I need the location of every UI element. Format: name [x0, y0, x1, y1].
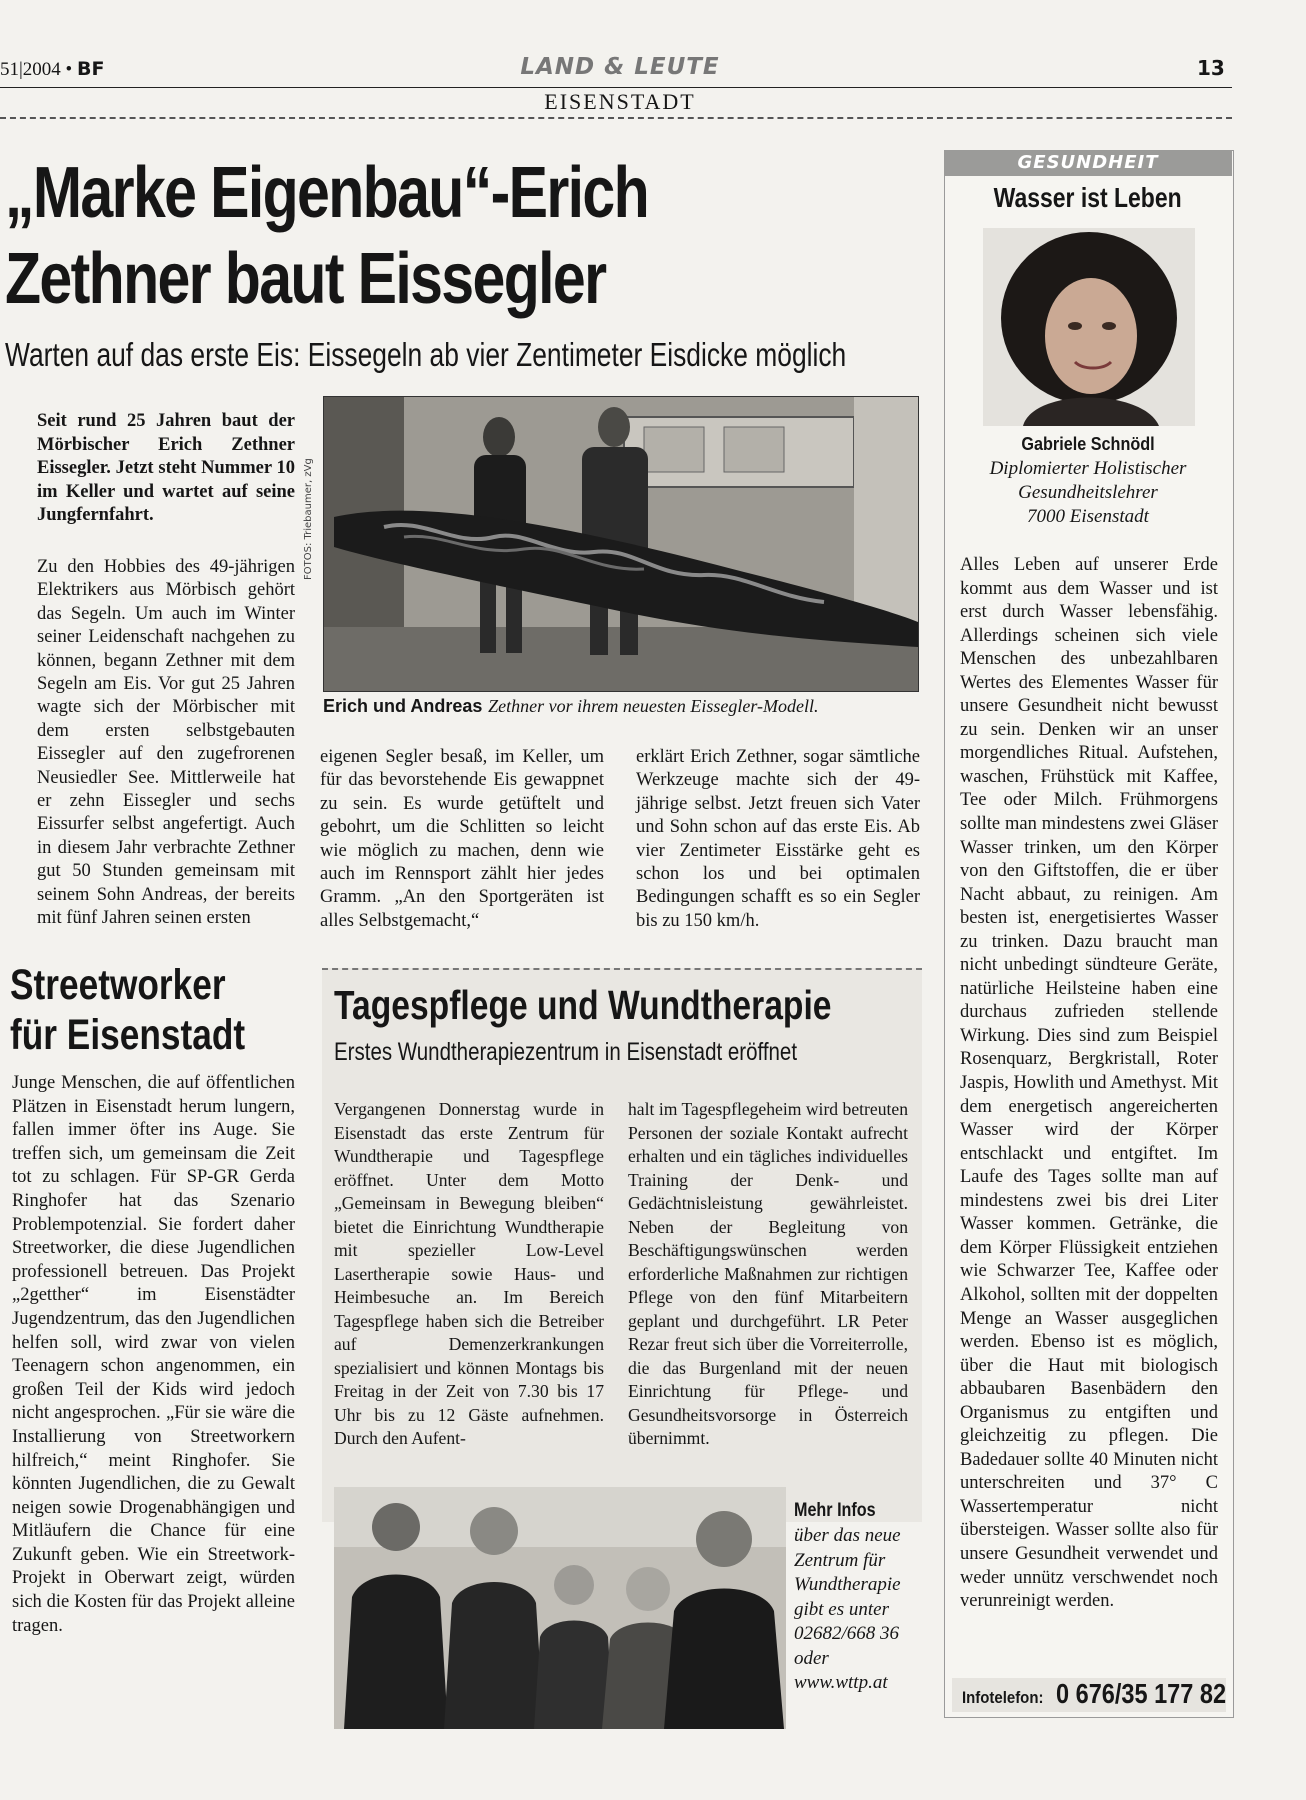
header-rule: [0, 87, 1232, 88]
section-title: LAND & LEUTE: [520, 54, 720, 80]
tagespflege-headline: Tagespflege und Wundtherapie: [334, 982, 832, 1028]
sidebar-title-text: Wasser ist Leben: [993, 182, 1182, 213]
main-subheadline: Warten auf das erste Eis: Eissegeln ab vier Zentimeter Eisdicke möglich: [5, 336, 847, 373]
photo-credit: FOTOS: Triebaumer, zVg: [303, 458, 314, 580]
header-dashed-rule: [0, 117, 1232, 119]
article-column-2: eigenen Segler besaß, im Keller, um für das bevorstehende Eis gewappnet zu sein. Es wurde getüftelt und gebohrt, um die Schlitten so leicht wie möglich zu machen, denn wie auch im Rennsport zählt hier jedes Gramm. „An den Sportgeräten ist alles Selbstgemacht,“: [320, 747, 604, 931]
sidebar-title: [944, 182, 1232, 214]
author-role-line-1: Diplomierter Holistischer: [989, 458, 1187, 479]
streetworker-text: Junge Menschen, die auf öffentlichen Plätzen in Eisenstadt herum lungern, fallen immer öfter ins Auge. Sie treffen sich, um gemeinsam die Zeit tot zu schlagen. Für SP-GR Gerda Ringhofer hat das Szenario Problempotenzial. Sie fordert daher Streetworker, die diese Jugendlichen professionell betreuen. Das Projekt „2getther“ im Eisenstädter Jugendzentrum, das den Jugendlichen helfen soll, wird zwar von vielen Teenagern schon angenommen, ein großen Teil der Kids wird jedoch nicht angesprochen. „Für sie wäre die Installierung von Streetworkern hilfreich,“ meint Ringhofer. Sie könnten Jugendlichen, die zu Gewalt neigen sowie Drogenabhängigen und Mitläufern die Chance für eine Zukunft geben. Wie ein Streetwork-Projekt in Oberwart zeigt, würden sich die Kosten für das Projekt alleine tragen.: [12, 1073, 295, 1636]
eissegler-photo-drawing: [324, 397, 918, 691]
issue-line: [0, 58, 104, 81]
more-info-text: über das neue Zentrum für Wundtherapie gibt es unter 02682/668 36 oder www.wttp.at: [794, 1525, 901, 1693]
eissegler-photo: [323, 396, 919, 692]
author-role-line-2: Gesundheitslehrer: [1018, 482, 1158, 503]
main-headline: „Marke Eigenbau“-Erich Zethner baut Eissegler: [5, 153, 649, 319]
article-column-3: erklärt Erich Zethner, sogar sämtliche Werkzeuge machte sich der 49-jährige selbst. Jetzt freuen sich Vater und Sohn schon auf das erste Eis. Ab vier Zentimeter Eisstärke geht es schon los und bei optimalen Bedingungen schafft es so ein Segler bis zu 150 km/h.: [636, 747, 920, 931]
info-phone-label: Infotelefon:: [962, 1688, 1044, 1707]
tagespflege-column-1: Vergangenen Donnerstag wurde in Eisenstadt das erste Zentrum für Wundtherapie und Tagespflege eröffnet. Unter dem Motto „Gemeinsam in Bewegung bleiben“ bietet die Einrichtung Wundtherapie mit spezieller Low-Level Lasertherapie sowie Haus- und Heimbesuche an. Im Bereich Tagespflege haben sich die Betreiber auf Demenzerkrankungen spezialisiert und können Montags bis Freitag in der Zeit von 7.30 bis 17 Uhr bis zu 12 Gäste aufnehmen. Durch den Aufent-: [334, 1099, 604, 1448]
info-phone-number: 0 676/35 177 82: [1056, 1678, 1227, 1709]
author-portrait: [983, 228, 1195, 426]
author-portrait-drawing: [983, 228, 1195, 426]
caption-names: Erich und Andreas: [323, 696, 483, 716]
page-number: 13: [1197, 56, 1225, 80]
author-name-text: Gabriele Schnödl: [1021, 434, 1155, 454]
article-column-1: Zu den Hobbies des 49-jährigen Elektrikers aus Mörbisch gehört das Segeln. Um auch im Winter seiner Leidenschaft nachgehen zu können, begann Zethner mit dem Segeln am Eis. Vor gut 25 Jahren wagte sich der Mörbischer mit dem ersten selbstgebauten Eissegler auf den zugefrorenen Neusiedler See. Mittlerweile hat er zehn Eissegler und sechs Eissurfer selbst angefertigt. Auch in diesem Jahr verbrachte Zethner gut 50 Stunden gemeinsam mit seinem Sohn Andreas, der bereits mit fünf Jahren seinen ersten: [37, 557, 295, 929]
streetworker-headline: Streetworker für Eisenstadt: [10, 961, 246, 1059]
sidebar-text: Alles Leben auf unserer Erde kommt aus dem Wasser und ist erst durch Wasser lebensfähig. Allerdings scheinen sich viele Menschen des unbezahlbaren Wertes des Elementes Wasser für unsere Gesundheit nicht bewusst zu sein. Denken wir an unser morgendliches Ritual. Aufstehen, waschen, Frühstück mit Kaffee, Tee oder Milch. Frühmorgens sollte man mindestens zwei Gläser Wasser trinken, um den Körper von den Giftstoffen, die er über Nacht abbaut, zu reinigen. Am besten ist, energetisiertes Wasser zu trinken. Dazu braucht man nicht unbedingt sündteure Geräte, natürliche Heilsteine haben eine durchaus zufrieden stellende Wirkung. Dies sind zum Beispiel Rosenquarz, Bergkristall, Roter Jaspis, Howlith und Amethyst. Mit dem energetisch angereicherten Wasser wird der Körper entschlackt und entgiftet. Im Laufe des Tages sollte man auf mindestens zwei bis drei Liter Wasser kommen. Getränke, die dem Körper Flüssigkeit entziehen wie Schwarzer Tee, Kaffee oder Alkohol, sollten mit der doppelten Menge an Wasser ausgeglichen werden. Ebenso ist es möglich, über die Haut mit biologisch abbaubaren Basenbädern den Organismus zu entgiften und gleichzeitig zu pflegen. Die Badedauer sollte 40 Minuten nicht unterschreiten und 37° C Wassertemperatur nicht übersteigen. Wasser sollte also für unsere Gesundheit verwendet und weder unnütz verschwendet noch verunreinigt werden.: [960, 555, 1218, 1612]
issue-number: 51|2004 •: [0, 59, 73, 80]
caption-text: Zethner vor ihrem neuesten Eissegler-Modell.: [488, 696, 819, 716]
photo-caption: [323, 696, 923, 717]
author-city: 7000 Eisenstadt: [1027, 506, 1149, 527]
group-photo: [334, 1487, 786, 1729]
author-name: [944, 434, 1232, 455]
section-city: EISENSTADT: [544, 89, 696, 114]
more-info-label: Mehr Infos: [794, 1500, 876, 1521]
sidebar-banner: GESUNDHEIT: [944, 150, 1232, 176]
group-photo-drawing: [334, 1487, 786, 1729]
tagespflege-column-2: halt im Tagespflegeheim wird betreuten Personen der soziale Kontakt aufrecht erhalten und ein tägliches individuelles Training der Denk- und Gedächtnisleistung gewährleistet. Neben der Begleitung von Beschäftigungswünschen werden erforderliche Maßnahmen zur richtigen Pflege von den fünf Mitarbeitern geplant und durchgeführt. LR Peter Rezar freut sich über die Vorreiterrolle, die das Burgenland mit der neuen Einrichtung für Pflege- und Gesundheitsvorsorge in Österreich übernimmt.: [628, 1099, 908, 1448]
tagespflege-subheadline: Erstes Wundtherapiezentrum in Eisenstadt eröffnet: [334, 1038, 798, 1066]
article-intro: Seit rund 25 Jahren baut der Mörbischer Erich Zethner Eissegler. Jetzt steht Nummer 10 im Keller und wartet auf seine Jungfernfahrt.: [37, 411, 295, 525]
brand-logo: BF: [76, 58, 105, 80]
